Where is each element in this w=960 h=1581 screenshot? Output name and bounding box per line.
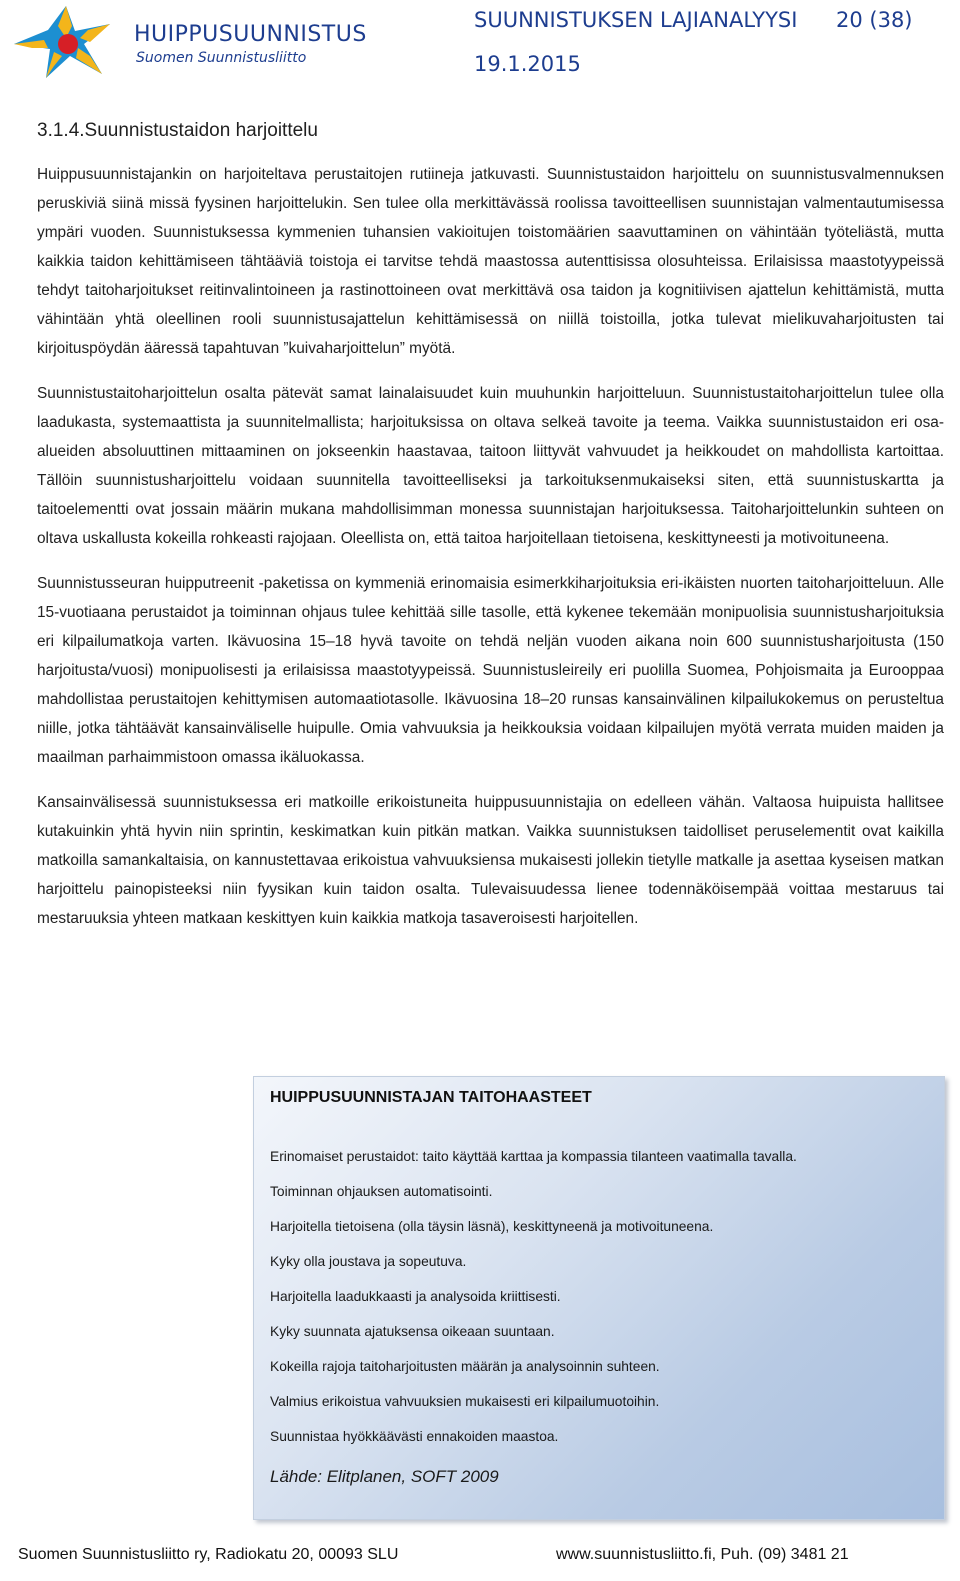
section-title: 3.1.4.Suunnistustaidon harjoittelu xyxy=(37,120,318,141)
paragraph: Kansainvälisessä suunnistuksessa eri matkoille erikoistuneita huippusuunnistajia on edelleen vähän. Valtaosa huipuista hallitsee kutakuinkin yhtä hyvin niin sprintin, keskimatkan kuin pitkän matkan. Vaikka suunnistuksen taidolliset peruselementit ovat kaikilla matkoilla samankaltaisia, on kannustettavaa erikoistua vahvuuksiensa mukaisesti jollekin tietylle matkalle ja asettaa kyseisen matkan harjoittelu painopisteeksi niin fyysikan kuin taidon osalta. Tulevaisuudessa lienee todennäköisempää voittaa mestaruus tai mestaruuksia yhteen matkaan keskittyen kuin kaikkia matkoja tasaveroisesti harjoitellen. xyxy=(37,794,944,927)
list-item: Kyky suunnata ajatuksensa oikeaan suuntaan. xyxy=(270,1324,555,1339)
footer-address: Suomen Suunnistusliitto ry, Radiokatu 20, 00093 SLU xyxy=(18,1546,399,1563)
footer-contact: www.suunnistusliitto.fi, Puh. (09) 3481 21 xyxy=(556,1546,849,1563)
list-item: Kokeilla rajoja taitoharjoitusten määrän ja analysoinnin suhteen. xyxy=(270,1359,660,1374)
skills-challenges-box xyxy=(253,1076,945,1520)
star-logo-icon xyxy=(10,4,126,80)
org-name: HUIPPUSUUNNISTUS xyxy=(134,22,367,47)
list-item: Kyky olla joustava ja sopeutuva. xyxy=(270,1254,467,1269)
page-number: 20 (38) xyxy=(836,8,913,32)
org-subtitle: Suomen Suunnistusliitto xyxy=(136,50,307,66)
logo xyxy=(10,4,367,80)
list-item: Erinomaiset perustaidot: taito käyttää karttaa ja kompassia tilanteen vaatimalla tavalla. xyxy=(270,1149,797,1164)
paragraph: Suunnistustaitoharjoittelun osalta pätevät samat lainalaisuudet kuin muuhunkin harjoitteluun. Suunnistustaitoharjoittelun tulee olla laadukasta, systemaattista ja suunnitelmallista; harjoituksissa on oltava selkeä tavoite ja teema. Vaikka suunnistustaidon eri osa-alueiden absoluuttinen mittaaminen on jokseenkin haastavaa, taitoon liittyvät vahvuudet ja heikkoudet on mahdollista kartoittaa. Tällöin suunnistusharjoittelu voidaan suunnitella tavoitteelliseksi ja tarkoituksenmukaiseksi siten, että suunnistuskartta ja taitoelementti ovat jossain määrin mukana mahdollisimman monessa suunnistajan harjoituksessa. Taitoharjoittelunkin suhteen on oltava uskallusta kokeilla rohkeasti rajojaan. Oleellista on, että taitoa harjoitellaan tietoisena, keskittyneesti ja motivoituneena. xyxy=(37,385,944,547)
box-source: Lähde: Elitplanen, SOFT 2009 xyxy=(270,1467,499,1486)
list-item: Suunnistaa hyökkäävästi ennakoiden maastoa. xyxy=(270,1429,559,1444)
body-text xyxy=(37,160,944,949)
page-header xyxy=(0,0,960,90)
document-title: SUUNNISTUKSEN LAJIANALYYSI xyxy=(474,8,798,32)
challenge-list xyxy=(270,1139,930,1454)
document-date: 19.1.2015 xyxy=(474,52,581,76)
list-item: Harjoitella laadukkaasti ja analysoida kriittisesti. xyxy=(270,1289,561,1304)
box-title: HUIPPUSUUNNISTAJAN TAITOHAASTEET xyxy=(270,1089,592,1106)
list-item: Harjoitella tietoisena (olla täysin läsnä), keskittyneenä ja motivoituneena. xyxy=(270,1219,714,1234)
paragraph: Suunnistusseuran huipputreenit -paketissa on kymmeniä erinomaisia esimerkkiharjoituksia eri-ikäisten nuorten taitoharjoitteluun. Alle 15-vuotiaana perustaidot ja toiminnan ohjaus tulee kehittää sille tasolle, että kykenee tekemään monipuolisia suunnistusharjoituksia eri kilpailumatkoja varten. Ikävuosina 15–18 hyvä tavoite on tehdä neljän vuoden aikana noin 600 suunnistusharjoitusta (150 harjoitusta/vuosi) monipuolisesti ja erilaisissa maastotyypeissä. Suunnistusleireily eri puolilla Suomea, Pohjoismaita ja Eurooppaa mahdollistaa perustaitojen kehittymisen automaatiotasolle. Ikävuosina 18–20 runsas kansainvälinen kilpailukokemus on perusteltua niille, jotka tähtäävät kansainväliselle huipulle. Omia vahvuuksia ja heikkouksia voidaan kilpailujen myötä verrata muiden maiden ja maailman parhaimmistoon omassa ikäluokassa. xyxy=(37,575,944,766)
list-item: Valmius erikoistua vahvuuksien mukaisesti eri kilpailumuotoihin. xyxy=(270,1394,660,1409)
list-item: Toiminnan ohjauksen automatisointi. xyxy=(270,1184,493,1199)
paragraph: Huippusuunnistajankin on harjoiteltava perustaitojen rutiineja jatkuvasti. Suunnistustaidon harjoittelu on suunnistusvalmennuksen peruskiviä siinä missä fyysinen harjoittelukin. Sen tulee olla merkittävässä roolissa tavoitteellisen suunnistajan valmentautumisessa ympäri vuoden. Suunnistuksessa kymmenien tuhansien vakioitujen toistomäärien saavuttaminen on vähintään työteliästä, mutta kaikkia taidon kehittämiseen tähtääviä toistoja ei tarvitse tehdä maastossa autenttisissa olosuhteissa. Erilaisissa maastotyypeissä tehdyt taitoharjoitukset reitinvalintoineen ja rastinottoineen ovat merkittävä osa taidon ja kognitiivisen ajattelun kehittämistä, mutta vähintään yhtä oleellinen rooli suunnistusajattelun kehittämisessä on niillä toistoilla, jotka tulevat mielikuvaharjoitusten tai kirjoituspöydän ääressä tapahtuvan ”kuivaharjoittelun” myötä. xyxy=(37,166,944,357)
